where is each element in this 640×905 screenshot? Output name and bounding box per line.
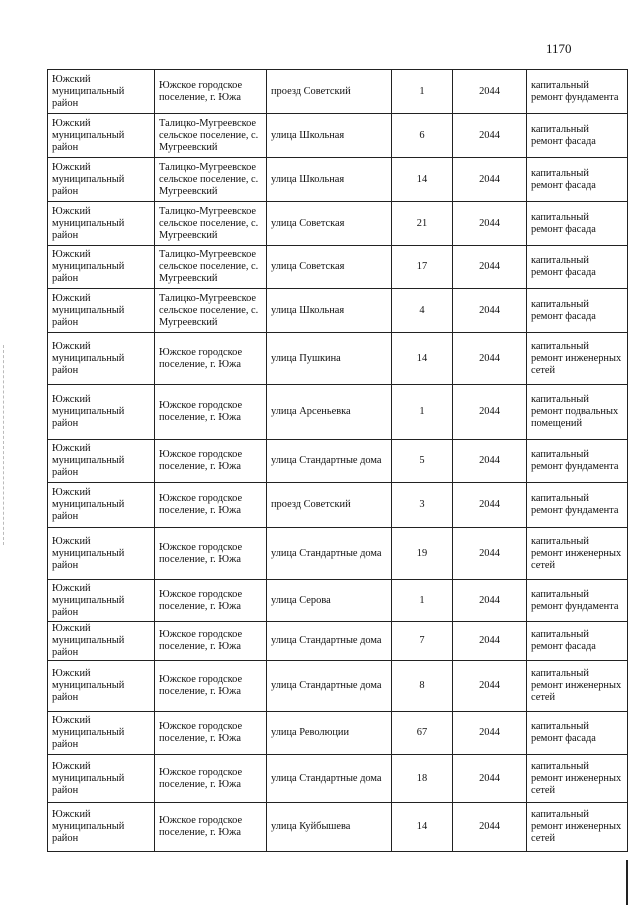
- house-number-cell: 8: [392, 661, 453, 712]
- table-row: [48, 528, 628, 580]
- district-cell: Южский муниципальный район: [48, 385, 155, 440]
- year-cell: 2044: [453, 440, 527, 483]
- district-cell: Южский муниципальный район: [48, 712, 155, 755]
- house-number-cell: 1: [392, 70, 453, 114]
- year-cell: 2044: [453, 580, 527, 622]
- work-type-cell: капитальный ремонт фундамента: [527, 440, 628, 483]
- settlement-cell: Южское городское поселение, г. Южа: [155, 712, 267, 755]
- district-cell: Южский муниципальный район: [48, 70, 155, 114]
- table-row: [48, 246, 628, 289]
- street-cell: улица Куйбышева: [267, 803, 392, 852]
- work-type-cell: капитальный ремонт фундамента: [527, 483, 628, 528]
- district-cell: Южский муниципальный район: [48, 483, 155, 528]
- table-row: [48, 803, 628, 852]
- settlement-cell: Южское городское поселение, г. Южа: [155, 622, 267, 661]
- table-row: [48, 580, 628, 622]
- house-number-cell: 14: [392, 803, 453, 852]
- settlement-cell: Талицко-Мугреевское сельское поселение, с. Мугреевский: [155, 114, 267, 158]
- year-cell: 2044: [453, 622, 527, 661]
- house-number-cell: 21: [392, 202, 453, 246]
- street-cell: улица Серова: [267, 580, 392, 622]
- year-cell: 2044: [453, 483, 527, 528]
- table-row: [48, 385, 628, 440]
- house-number-cell: 6: [392, 114, 453, 158]
- scan-margin-marks: [3, 345, 6, 545]
- street-cell: проезд Советский: [267, 483, 392, 528]
- house-number-cell: 3: [392, 483, 453, 528]
- settlement-cell: Талицко-Мугреевское сельское поселение, с. Мугреевский: [155, 158, 267, 202]
- settlement-cell: Южское городское поселение, г. Южа: [155, 661, 267, 712]
- year-cell: 2044: [453, 289, 527, 333]
- table-row: [48, 70, 628, 114]
- district-cell: Южский муниципальный район: [48, 755, 155, 803]
- street-cell: улица Стандартные дома: [267, 622, 392, 661]
- year-cell: 2044: [453, 803, 527, 852]
- work-type-cell: капитальный ремонт фундамента: [527, 70, 628, 114]
- settlement-cell: Южское городское поселение, г. Южа: [155, 440, 267, 483]
- district-cell: Южский муниципальный район: [48, 333, 155, 385]
- year-cell: 2044: [453, 385, 527, 440]
- table-row: [48, 755, 628, 803]
- district-cell: Южский муниципальный район: [48, 114, 155, 158]
- street-cell: улица Школьная: [267, 158, 392, 202]
- street-cell: улица Школьная: [267, 289, 392, 333]
- house-number-cell: 1: [392, 385, 453, 440]
- work-type-cell: капитальный ремонт фасада: [527, 622, 628, 661]
- house-number-cell: 1: [392, 580, 453, 622]
- street-cell: улица Стандартные дома: [267, 661, 392, 712]
- street-cell: улица Революции: [267, 712, 392, 755]
- table-body: [48, 70, 628, 852]
- street-cell: улица Стандартные дома: [267, 440, 392, 483]
- work-type-cell: капитальный ремонт фундамента: [527, 580, 628, 622]
- street-cell: улица Школьная: [267, 114, 392, 158]
- settlement-cell: Талицко-Мугреевское сельское поселение, с. Мугреевский: [155, 202, 267, 246]
- work-type-cell: капитальный ремонт инженерных сетей: [527, 803, 628, 852]
- house-number-cell: 18: [392, 755, 453, 803]
- settlement-cell: Южское городское поселение, г. Южа: [155, 385, 267, 440]
- house-number-cell: 17: [392, 246, 453, 289]
- settlement-cell: Южское городское поселение, г. Южа: [155, 70, 267, 114]
- district-cell: Южский муниципальный район: [48, 661, 155, 712]
- table-row: [48, 202, 628, 246]
- district-cell: Южский муниципальный район: [48, 158, 155, 202]
- work-type-cell: капитальный ремонт подвальных помещений: [527, 385, 628, 440]
- district-cell: Южский муниципальный район: [48, 440, 155, 483]
- table-row: [48, 483, 628, 528]
- work-type-cell: капитальный ремонт инженерных сетей: [527, 333, 628, 385]
- house-number-cell: 67: [392, 712, 453, 755]
- table-row: [48, 289, 628, 333]
- work-type-cell: капитальный ремонт инженерных сетей: [527, 755, 628, 803]
- district-cell: Южский муниципальный район: [48, 289, 155, 333]
- street-cell: улица Пушкина: [267, 333, 392, 385]
- year-cell: 2044: [453, 661, 527, 712]
- settlement-cell: Южское городское поселение, г. Южа: [155, 483, 267, 528]
- year-cell: 2044: [453, 114, 527, 158]
- district-cell: Южский муниципальный район: [48, 246, 155, 289]
- work-type-cell: капитальный ремонт инженерных сетей: [527, 661, 628, 712]
- house-number-cell: 4: [392, 289, 453, 333]
- street-cell: проезд Советский: [267, 70, 392, 114]
- district-cell: Южский муниципальный район: [48, 202, 155, 246]
- settlement-cell: Южское городское поселение, г. Южа: [155, 803, 267, 852]
- settlement-cell: Южское городское поселение, г. Южа: [155, 580, 267, 622]
- year-cell: 2044: [453, 333, 527, 385]
- street-cell: улица Арсеньевка: [267, 385, 392, 440]
- year-cell: 2044: [453, 528, 527, 580]
- settlement-cell: Талицко-Мугреевское сельское поселение, с. Мугреевский: [155, 289, 267, 333]
- year-cell: 2044: [453, 755, 527, 803]
- table-row: [48, 661, 628, 712]
- scan-edge-mark: [626, 860, 628, 905]
- repair-schedule-table: [47, 69, 628, 852]
- district-cell: Южский муниципальный район: [48, 528, 155, 580]
- table-row: [48, 114, 628, 158]
- page-number: 1170: [546, 41, 572, 56]
- year-cell: 2044: [453, 70, 527, 114]
- work-type-cell: капитальный ремонт фасада: [527, 289, 628, 333]
- house-number-cell: 14: [392, 158, 453, 202]
- street-cell: улица Советская: [267, 202, 392, 246]
- settlement-cell: Талицко-Мугреевское сельское поселение, с. Мугреевский: [155, 246, 267, 289]
- table-row: [48, 622, 628, 661]
- settlement-cell: Южское городское поселение, г. Южа: [155, 528, 267, 580]
- work-type-cell: капитальный ремонт фасада: [527, 114, 628, 158]
- year-cell: 2044: [453, 712, 527, 755]
- table-row: [48, 158, 628, 202]
- street-cell: улица Стандартные дома: [267, 528, 392, 580]
- house-number-cell: 14: [392, 333, 453, 385]
- settlement-cell: Южское городское поселение, г. Южа: [155, 755, 267, 803]
- table-row: [48, 712, 628, 755]
- house-number-cell: 19: [392, 528, 453, 580]
- work-type-cell: капитальный ремонт фасада: [527, 712, 628, 755]
- settlement-cell: Южское городское поселение, г. Южа: [155, 333, 267, 385]
- year-cell: 2044: [453, 202, 527, 246]
- table-row: [48, 333, 628, 385]
- district-cell: Южский муниципальный район: [48, 803, 155, 852]
- district-cell: Южский муниципальный район: [48, 580, 155, 622]
- work-type-cell: капитальный ремонт инженерных сетей: [527, 528, 628, 580]
- district-cell: Южский муниципальный район: [48, 622, 155, 661]
- year-cell: 2044: [453, 246, 527, 289]
- house-number-cell: 7: [392, 622, 453, 661]
- house-number-cell: 5: [392, 440, 453, 483]
- work-type-cell: капитальный ремонт фасада: [527, 246, 628, 289]
- table-row: [48, 440, 628, 483]
- work-type-cell: капитальный ремонт фасада: [527, 202, 628, 246]
- year-cell: 2044: [453, 158, 527, 202]
- street-cell: улица Стандартные дома: [267, 755, 392, 803]
- work-type-cell: капитальный ремонт фасада: [527, 158, 628, 202]
- street-cell: улица Советская: [267, 246, 392, 289]
